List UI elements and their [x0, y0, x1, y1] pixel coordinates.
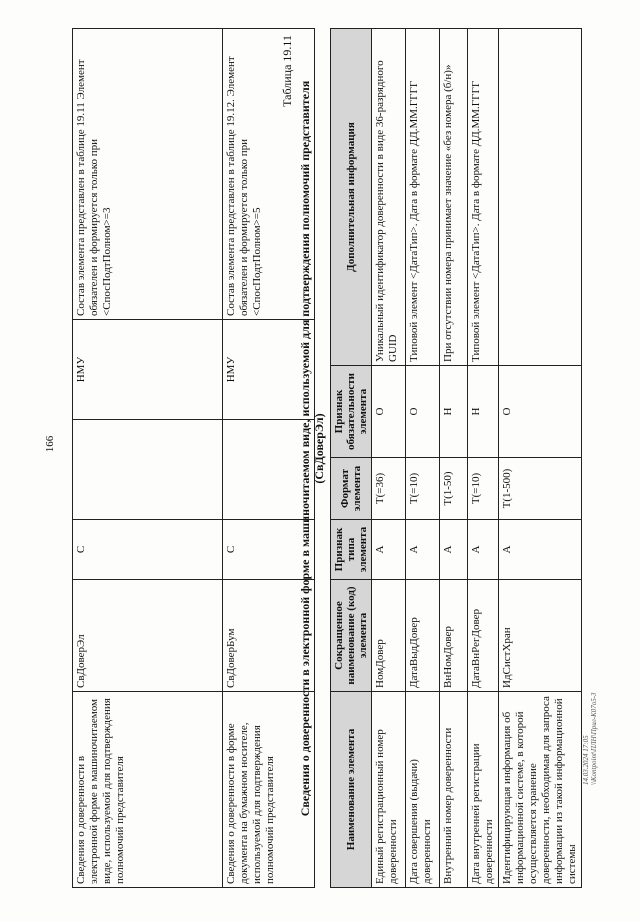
- table-19-11-block: [280, 29, 610, 888]
- element-format-cell: Т(=10): [468, 458, 499, 520]
- element-code-cell: ИдСистХран: [499, 580, 582, 692]
- element-format-cell: Т(=36): [372, 458, 406, 520]
- element-info-cell: Уникальный идентификатор доверенности в виде 36-разрядного GUID: [372, 29, 406, 366]
- table-row: [372, 29, 406, 888]
- element-name-cell: Сведения о доверенности в форме документа на бумажном носителе, используемой для подтверждения полномочий представителя: [223, 692, 315, 888]
- element-code-cell: СвДоверБум: [223, 580, 315, 692]
- element-required-cell: Н: [468, 366, 499, 458]
- element-code-cell: ДатаВнРегДовер: [468, 580, 499, 692]
- footer-path: \\Kontpoint\ПЛН\Прил-К07o5-3: [590, 692, 598, 785]
- table-number: Таблица 19.11: [280, 35, 294, 107]
- element-info-cell: [499, 29, 582, 366]
- element-name-cell: Идентифицирующая информация об информационной системе, в которой осуществляется хранение доверенности, необходимая для запроса информации из такой информационной системы: [499, 692, 582, 888]
- element-type-cell: А: [440, 520, 468, 580]
- column-header: Дополнительная информация: [331, 29, 372, 366]
- element-code-cell: ВнНомДовер: [440, 580, 468, 692]
- element-format-cell: Т(1-500): [499, 458, 582, 520]
- element-info-cell: При отсутствии номера принимает значение «без номера (б/н)»: [440, 29, 468, 366]
- element-info-cell: Состав элемента представлен в таблице 19.11 Элемент обязателен и формируется только при <СпосПодтПолном>=3: [73, 29, 223, 320]
- table-title: Сведения о доверенности в электронной форме в машиночитаемом виде, используемой для подтверждения полномочий представителя (СвДоверЭл): [298, 80, 326, 817]
- element-format-cell: [73, 420, 223, 520]
- element-code-cell: СвДоверЭл: [73, 580, 223, 692]
- table-row: [499, 29, 582, 888]
- element-type-cell: А: [468, 520, 499, 580]
- continuation-row: [73, 29, 223, 888]
- column-header: Признак типа элемента: [331, 520, 372, 580]
- element-type-cell: А: [499, 520, 582, 580]
- table-row: [440, 29, 468, 888]
- table-row: [468, 29, 499, 888]
- element-name-cell: Внутренний номер доверенности: [440, 692, 468, 888]
- element-type-cell: С: [223, 520, 315, 580]
- element-required-cell: О: [372, 366, 406, 458]
- table-header-row: [331, 29, 372, 888]
- document-footer: [582, 692, 598, 785]
- element-code-cell: ДатаВыдДовер: [406, 580, 440, 692]
- element-required-cell: Н: [440, 366, 468, 458]
- element-info-cell: Типовой элемент <ДатаТип>. Дата в формате ДД.ММ.ГГГГ: [406, 29, 440, 366]
- element-type-cell: А: [406, 520, 440, 580]
- column-header: Формат элемента: [331, 458, 372, 520]
- element-name-cell: Дата внутренней регистрации доверенности: [468, 692, 499, 888]
- element-type-cell: С: [73, 520, 223, 580]
- page-number: 166: [44, 435, 56, 453]
- footer-timestamp: 14.03.2024 17:05: [582, 735, 590, 785]
- element-name-cell: Сведения о доверенности в электронной форме в машиночитаемом виде, используемой для подтверждения полномочий представителя: [73, 692, 223, 888]
- element-info-cell: Состав элемента представлен в таблице 19.12. Элемент обязателен и формируется только при <СпосПодтПолном>=5: [223, 29, 315, 320]
- element-required-cell: О: [406, 366, 440, 458]
- element-format-cell: Т(=10): [406, 458, 440, 520]
- element-code-cell: НомДовер: [372, 580, 406, 692]
- column-header: Признак обязательности элемента: [331, 366, 372, 458]
- column-header: Наименование элемента: [331, 692, 372, 888]
- element-format-cell: Т(1-50): [440, 458, 468, 520]
- table-row: [406, 29, 440, 888]
- element-required-cell: НМУ: [223, 320, 315, 420]
- continuation-table: [72, 28, 315, 888]
- element-required-cell: О: [499, 366, 582, 458]
- element-required-cell: НМУ: [73, 320, 223, 420]
- column-header: Сокращенное наименование (код) элемента: [331, 580, 372, 692]
- table-19-11: [330, 28, 582, 888]
- element-name-cell: Единый регистрационный номер доверенности: [372, 692, 406, 888]
- element-info-cell: Типовой элемент <ДатаТип>. Дата в формате ДД.ММ.ГГГГ: [468, 29, 499, 366]
- element-name-cell: Дата совершения (выдачи) доверенности: [406, 692, 440, 888]
- element-type-cell: А: [372, 520, 406, 580]
